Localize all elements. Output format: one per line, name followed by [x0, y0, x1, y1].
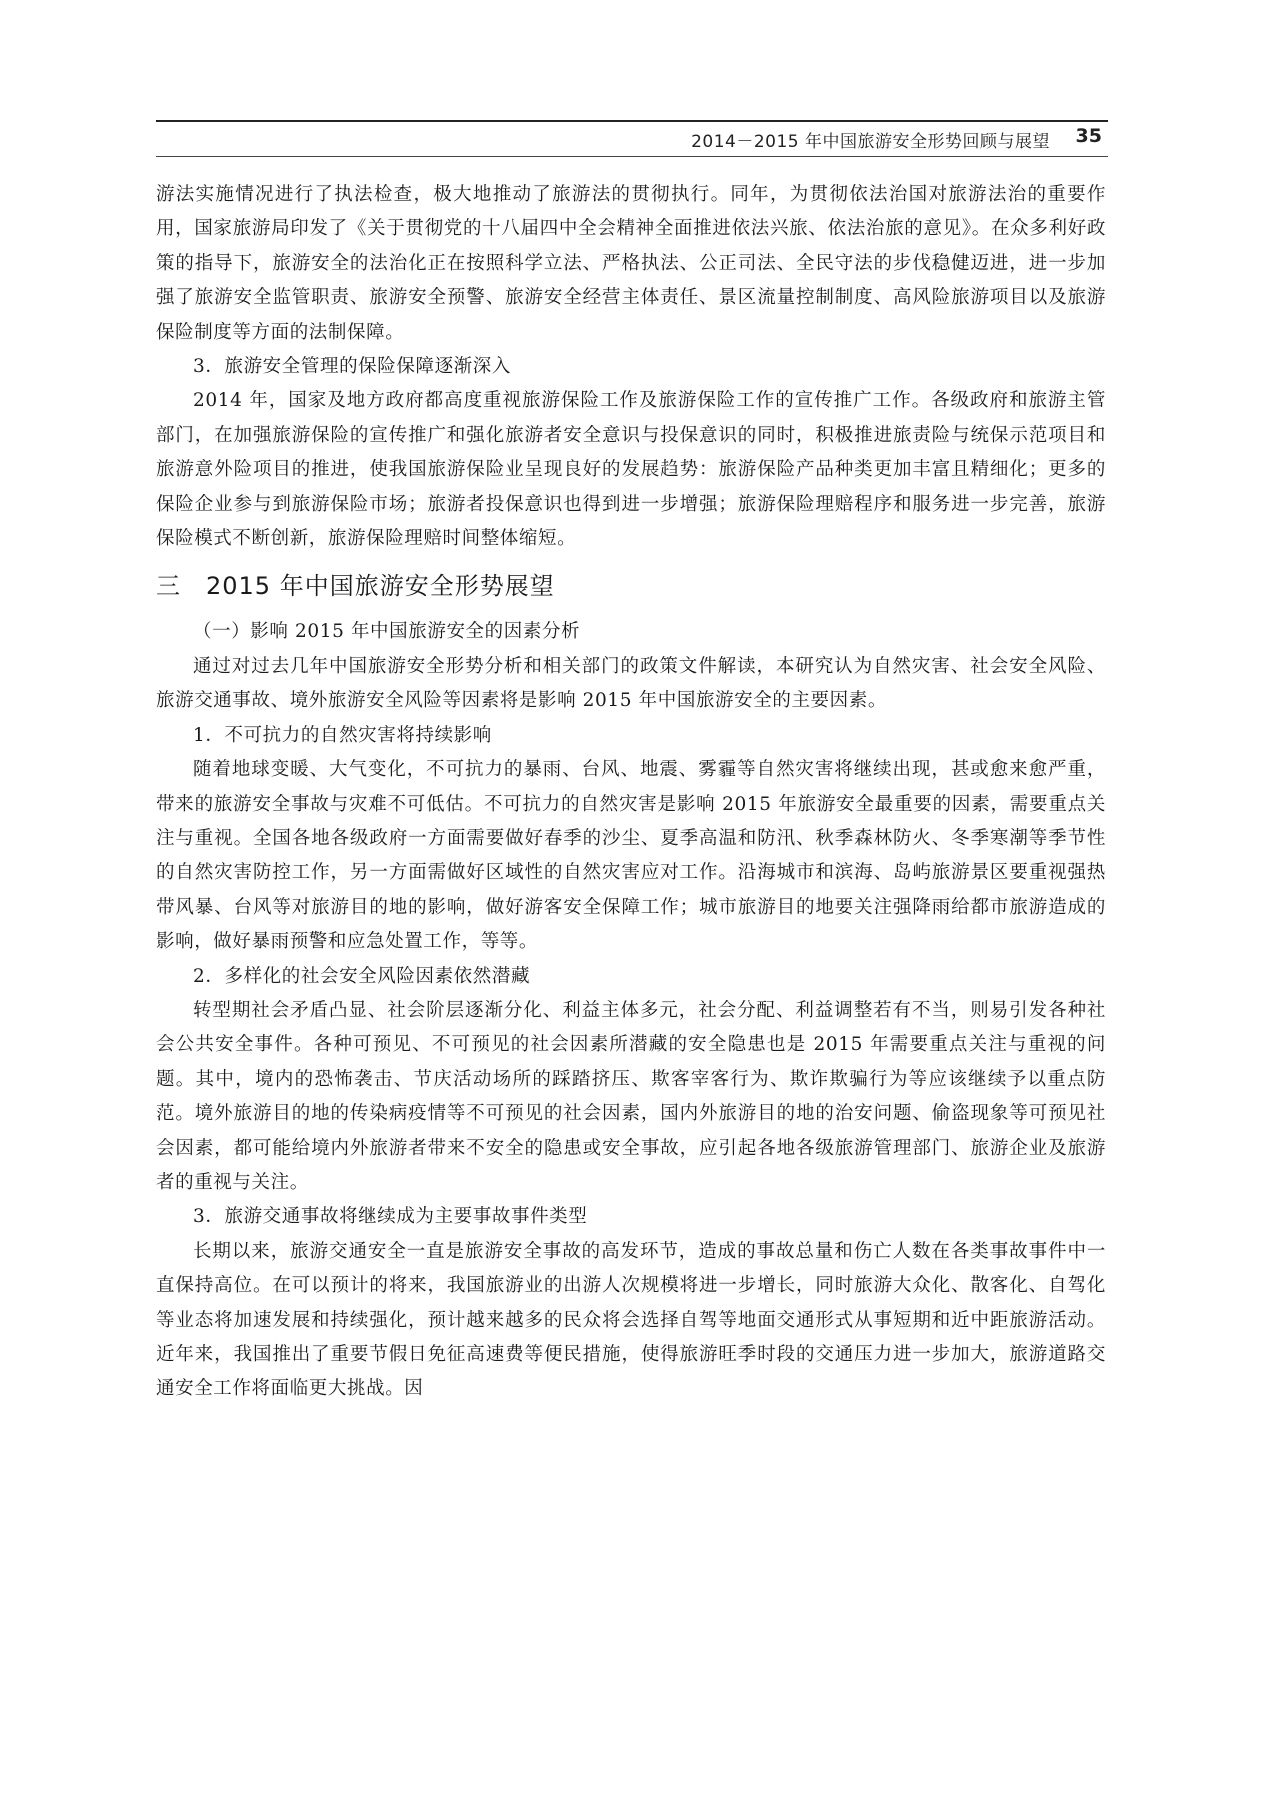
paragraph: 转型期社会矛盾凸显、社会阶层逐渐分化、利益主体多元，社会分配、利益调整若有不当，则易引发各种社会公共安全事件。各种可预见、不可预见的社会因素所潜藏的安全隐患也是 2015 年需要重点关注与重视的问题。其中，境内的恐怖袭击、节庆活动场所的踩踏挤压、欺客宰客行为、欺诈欺骗行为等应该继续予以重点防范。境外旅游目的地的传染病疫情等不可预见的社会因素，国内外旅游目的地的治安问题、偷盗现象等可预见社会因素，都可能给境内外旅游者带来不安全的隐患或安全事故，应引起各地各级旅游管理部门、旅游企业及旅游者的重视与关注。 [156, 999, 1106, 1193]
paragraph: 长期以来，旅游交通安全一直是旅游安全事故的高发环节，造成的事故总量和伤亡人数在各类事故事件中一直保持高位。在可以预计的将来，我国旅游业的出游人次规模将进一步增长，同时旅游大众化、散客化、自驾化等业态将加速发展和持续强化，预计越来越多的民众将会选择自驾等地面交通形式从事短期和近中距旅游活动。近年来，我国推出了重要节假日免征高速费等便民措施，使得旅游旺季时段的交通压力进一步加大，旅游道路交通安全工作将面临更大挑战。因 [156, 1240, 1106, 1400]
body-text [156, 178, 1106, 1407]
subsection-title: 2．多样化的社会安全风险因素依然潜藏 [193, 965, 531, 987]
subsection-title: 1．不可抗力的自然灾害将持续影响 [193, 724, 492, 746]
paragraph: 2014 年，国家及地方政府都高度重视旅游保险工作及旅游保险工作的宣传推广工作。各级政府和旅游主管部门，在加强旅游保险的宣传推广和强化旅游者安全意识与投保意识的同时，积极推进旅责险与统保示范项目和旅游意外险项目的推进，使我国旅游保险业呈现良好的发展趋势：旅游保险产品种类更加丰富且精细化；更多的保险企业参与到旅游保险市场；旅游者投保意识也得到进一步增强；旅游保险理赔程序和服务进一步完善，旅游保险模式不断创新，旅游保险理赔时间整体缩短。 [156, 390, 1106, 550]
page-number: 35 [1075, 125, 1102, 147]
subsection-title: 3．旅游交通事故将继续成为主要事故事件类型 [193, 1206, 588, 1228]
running-header [156, 120, 1108, 157]
running-title: 2014－2015 年中国旅游安全形势回顾与展望 [691, 132, 1050, 152]
subsection-title: （一）影响 2015 年中国旅游安全的因素分析 [193, 621, 581, 643]
section-heading: 三 2015 年中国旅游安全形势展望 [156, 572, 555, 601]
paragraph: 通过对过去几年中国旅游安全形势分析和相关部门的政策文件解读，本研究认为自然灾害、社会安全风险、旅游交通事故、境外旅游安全风险等因素将是影响 2015 年中国旅游安全的主要因素。 [156, 655, 1106, 712]
subsection-title: 3．旅游安全管理的保险保障逐渐深入 [193, 356, 511, 378]
paragraph: 游法实施情况进行了执法检查，极大地推动了旅游法的贯彻执行。同年，为贯彻依法治国对旅游法治的重要作用，国家旅游局印发了《关于贯彻党的十八届四中全会精神全面推进依法兴旅、依法治旅的意见》。在众多利好政策的指导下，旅游安全的法治化正在按照科学立法、严格执法、公正司法、全民守法的步伐稳健迈进，进一步加强了旅游安全监管职责、旅游安全预警、旅游安全经营主体责任、景区流量控制制度、高风险旅游项目以及旅游保险制度等方面的法制保障。 [156, 184, 1106, 343]
paragraph: 随着地球变暖、大气变化，不可抗力的暴雨、台风、地震、雾霾等自然灾害将继续出现，甚或愈来愈严重，带来的旅游安全事故与灾难不可低估。不可抗力的自然灾害是影响 2015 年旅游安全最重要的因素，需要重点关注与重视。全国各地各级政府一方面需要做好春季的沙尘、夏季高温和防汛、秋季森林防火、冬季寒潮等季节性的自然灾害防控工作，另一方面需做好区域性的自然灾害应对工作。沿海城市和滨海、岛屿旅游景区要重视强热带风暴、台风等对旅游目的地的影响，做好游客安全保障工作；城市旅游目的地要关注强降雨给都市旅游造成的影响，做好暴雨预警和应急处置工作，等等。 [156, 759, 1106, 953]
